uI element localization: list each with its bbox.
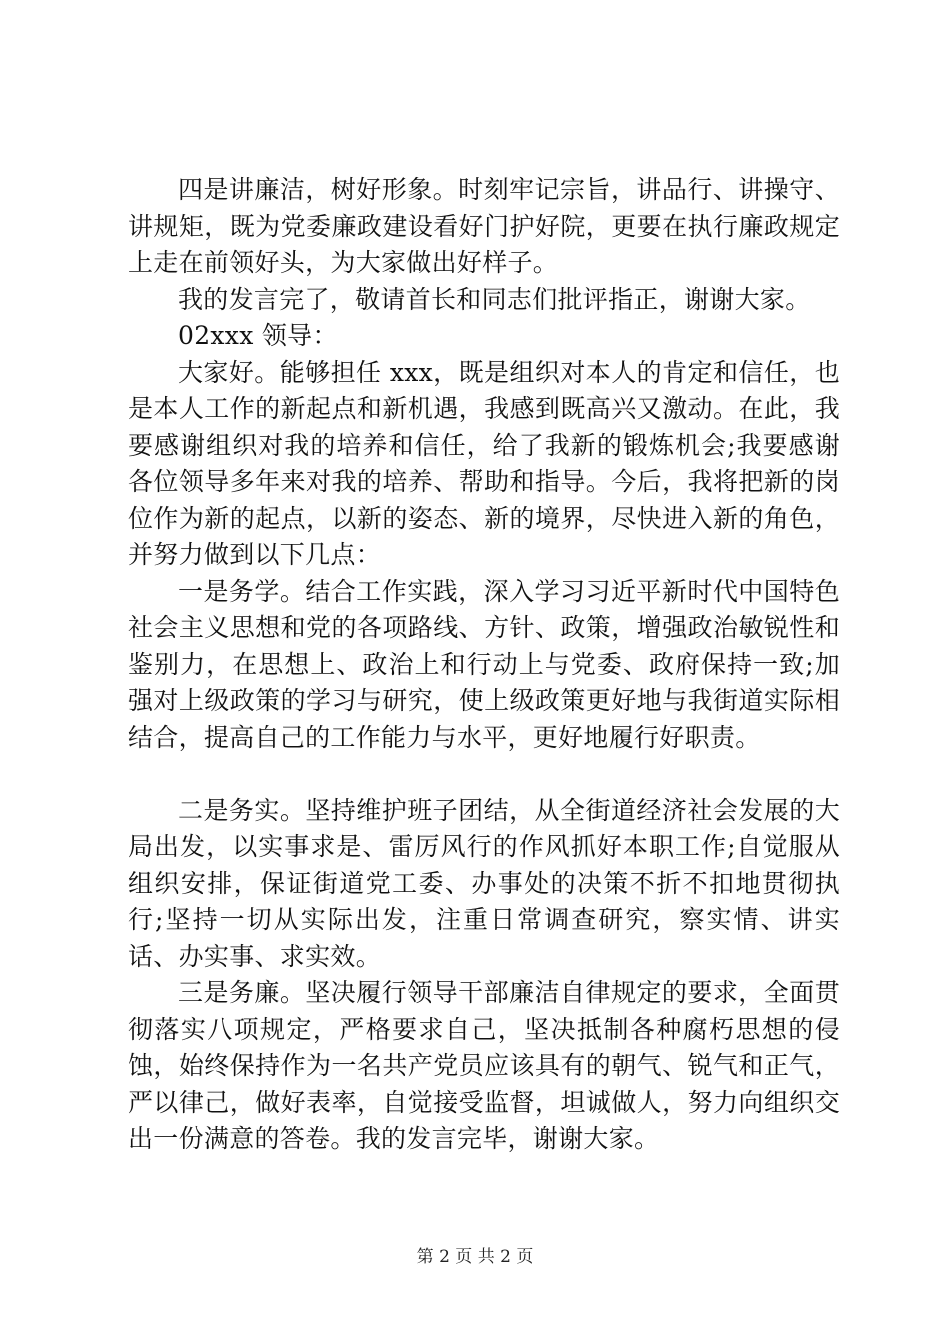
- paragraph-integrity: 四是讲廉洁，树好形象。时刻牢记宗旨，讲品行、讲操守、讲规矩，既为党委廉政建设看好门护好院，更要在执行廉政规定上走在前领好头，为大家做出好样子。: [128, 175, 840, 277]
- paragraph-clean-governance: 三是务廉。坚决履行领导干部廉洁自律规定的要求，全面贯彻落实八项规定，严格要求自己，坚决抵制各种腐朽思想的侵蚀，始终保持作为一名共产党员应该具有的朝气、锐气和正气，严以律己，做好表率，自觉接受监督，坦诚做人，努力向组织交出一份满意的答卷。我的发言完毕，谢谢大家。: [128, 978, 840, 1153]
- document-body: [128, 172, 840, 1158]
- paragraph-closing-remarks: 我的发言完了，敬请首长和同志们批评指正，谢谢大家。: [178, 284, 811, 314]
- paragraph-study: 一是务学。结合工作实践，深入学习习近平新时代中国特色社会主义思想和党的各项路线、方针、政策，增强政治敏锐性和鉴别力，在思想上、政治上和行动上与党委、政府保持一致;加强对上级政策的学习与研究，使上级政策更好地与我街道实际相结合，提高自己的工作能力与水平，更好地履行好职责。: [128, 576, 840, 752]
- paragraph-practical: 二是务实。坚持维护班子团结，从全街道经济社会发展的大局出发，以实事求是、雷厉风行的作风抓好本职工作;自觉服从组织安排，保证街道党工委、办事处的决策不折不扣地贯彻执行;坚持一切从实际出发，注重日常调查研究，察实情、讲实话、办实事、求实效。: [128, 795, 840, 971]
- paragraph-greeting: 大家好。能够担任 xxx，既是组织对本人的肯定和信任，也是本人工作的新起点和新机遇，我感到既高兴又激动。在此，我要感谢组织对我的培养和信任，给了我新的锻炼机会;我要感谢各位领导多年来对我的培养、帮助和指导。今后，我将把新的岗位作为新的起点，以新的姿态、新的境界，尽快进入新的角色，并努力做到以下几点：: [128, 357, 840, 569]
- page-number-footer: 第 2 页 共 2 页: [416, 1247, 534, 1267]
- paragraph-salutation: 02xxx 领导：: [178, 321, 338, 350]
